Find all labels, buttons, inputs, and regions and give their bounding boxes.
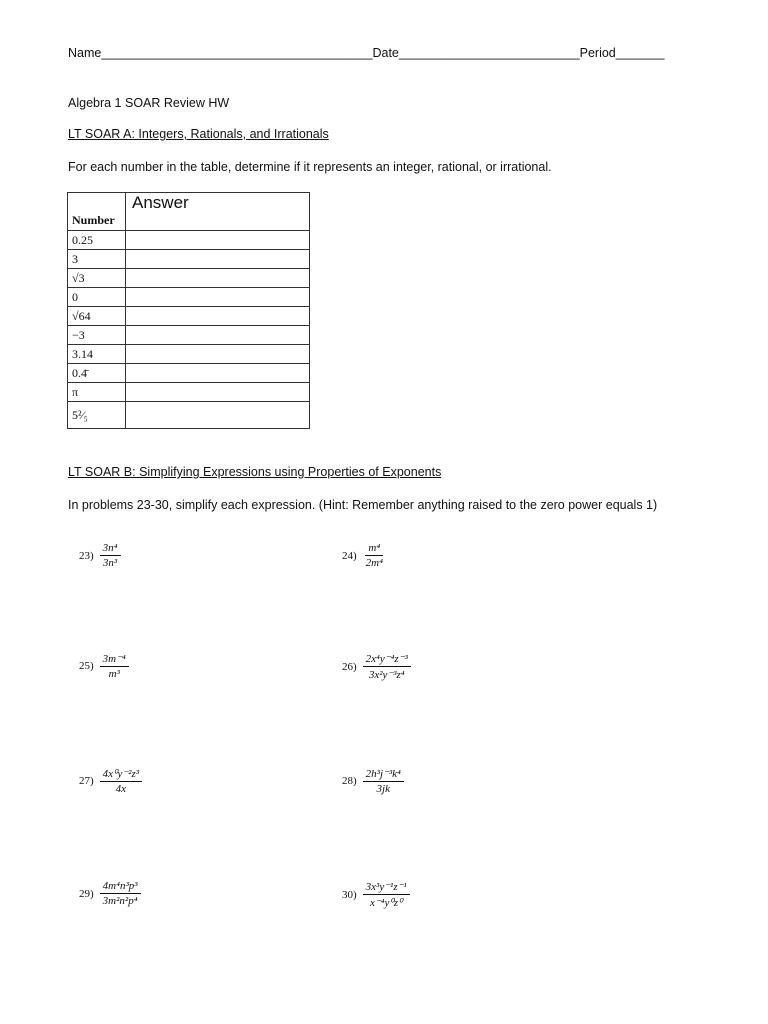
problem-number: 27) (79, 775, 94, 787)
date-label: Date (372, 46, 399, 60)
problem-30 (342, 880, 410, 909)
answer-cell[interactable] (126, 307, 310, 326)
fraction (363, 652, 411, 681)
table-row (68, 269, 310, 288)
problem-number: 24) (342, 549, 357, 562)
numerator: m⁴ (365, 542, 383, 556)
section-b-instruction: In problems 23-30, simplify each expression. (Hint: Remember anything raised to the zero power equals 1) (68, 498, 658, 512)
problem-28 (342, 767, 404, 795)
denominator: 3jk (376, 783, 390, 795)
section-a-title: LT SOAR A: Integers, Rationals, and Irrationals (68, 127, 329, 141)
table-row (68, 345, 310, 364)
number-cell: 5²⁄₅ (68, 402, 126, 429)
table-row (68, 250, 310, 269)
problem-23 (79, 542, 121, 569)
fraction (363, 880, 410, 909)
header-line (68, 46, 664, 60)
denominator: 4x (115, 783, 127, 795)
problem-24 (342, 542, 386, 569)
numerator: 3x³y⁻¹z⁻¹ (363, 880, 410, 895)
header-number: Number (68, 193, 126, 231)
number-table (67, 192, 310, 429)
header-answer: Answer (126, 193, 310, 231)
numerator: 2h³j⁻³k⁴ (363, 767, 404, 782)
problem-29 (79, 880, 141, 907)
denominator: x⁻⁴y⁰z⁰ (369, 897, 403, 909)
number-cell: 0 (68, 288, 126, 307)
answer-cell[interactable] (126, 326, 310, 345)
number-cell: 3 (68, 250, 126, 269)
problem-number: 28) (342, 775, 357, 787)
section-a-instruction: For each number in the table, determine if it represents an integer, rational, or irrational. (68, 160, 552, 174)
document-title: Algebra 1 SOAR Review HW (68, 96, 230, 110)
table-row (68, 383, 310, 402)
name-blank[interactable]: _______________________________________ (101, 46, 373, 60)
name-label: Name (68, 46, 102, 60)
denominator: 2m⁴ (365, 557, 383, 569)
answer-cell[interactable] (126, 345, 310, 364)
date-blank[interactable]: __________________________ (398, 46, 580, 60)
answer-cell[interactable] (126, 231, 310, 250)
fraction (100, 542, 121, 569)
problem-number: 30) (342, 888, 357, 901)
problem-number: 26) (342, 660, 357, 673)
answer-cell[interactable] (126, 250, 310, 269)
problem-26 (342, 652, 411, 681)
number-cell: 0.25 (68, 231, 126, 250)
number-cell: √3 (68, 269, 126, 288)
numerator: 3n⁴ (100, 542, 121, 556)
denominator: 3n³ (102, 557, 118, 569)
section-b-title: LT SOAR B: Simplifying Expressions using Properties of Exponents (68, 465, 442, 479)
table-row (68, 231, 310, 250)
fraction (363, 767, 404, 795)
fraction (363, 542, 386, 569)
answer-cell[interactable] (126, 383, 310, 402)
number-cell: 0.4̄ (68, 364, 126, 383)
answer-cell[interactable] (126, 269, 310, 288)
denominator: m³ (108, 668, 120, 680)
number-cell: 3.14 (68, 345, 126, 364)
table-row (68, 326, 310, 345)
problem-number: 29) (79, 887, 94, 900)
table-row (68, 288, 310, 307)
denominator: 3m²n²p⁴ (102, 895, 138, 907)
number-cell: −3 (68, 326, 126, 345)
fraction (100, 652, 129, 680)
fraction (100, 880, 141, 907)
answer-cell[interactable] (126, 364, 310, 383)
answer-cell[interactable] (126, 402, 310, 429)
fraction (100, 767, 142, 795)
number-cell: π (68, 383, 126, 402)
problem-27 (79, 767, 142, 795)
denominator: 3x²y⁻³z⁴ (368, 669, 405, 681)
numerator: 4m⁴n³p³ (100, 880, 141, 894)
numerator: 2x⁴y⁻⁴z⁻³ (363, 652, 411, 667)
problem-number: 25) (79, 660, 94, 672)
answer-cell[interactable] (126, 288, 310, 307)
problem-number: 23) (79, 549, 94, 562)
table-header-row (68, 193, 310, 231)
period-label: Period (579, 46, 616, 60)
problem-25 (79, 652, 129, 680)
table-row (68, 364, 310, 383)
number-cell: √64 (68, 307, 126, 326)
numerator: 3m⁻⁴ (100, 652, 129, 667)
period-blank[interactable]: _______ (615, 46, 665, 60)
table-row (68, 307, 310, 326)
numerator: 4x⁰y⁻²z³ (100, 767, 142, 782)
table-row (68, 402, 310, 429)
